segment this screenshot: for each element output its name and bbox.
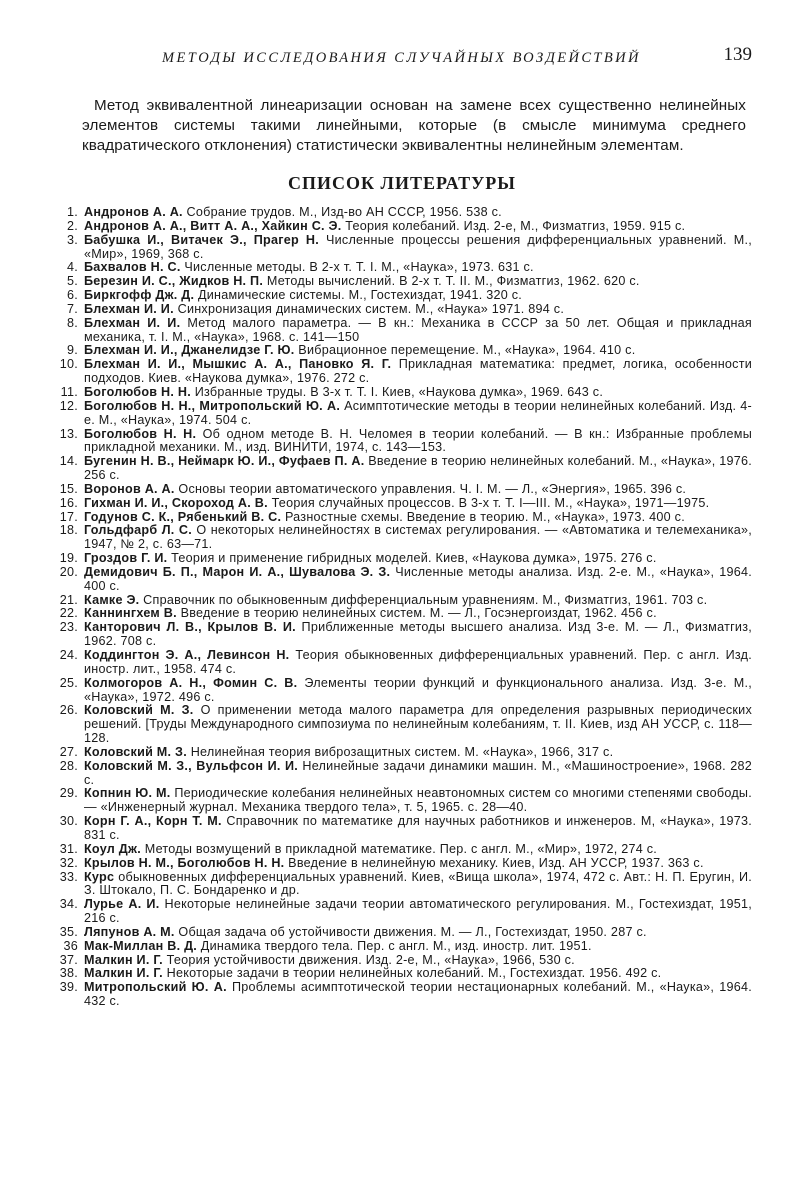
reference-text <box>84 871 752 899</box>
reference-author: Коловский М. З. <box>84 703 194 718</box>
intro-paragraph: Метод эквивалентной линеаризации основан на замене всех существенно нелинейных элементов системы такими линейными, которые (в смысле минимума среднего квадратического отклонения) статистически эквивалентны нелинейным элементам. <box>82 97 746 154</box>
reference-item <box>52 871 752 899</box>
reference-number: 22. <box>59 606 78 621</box>
reference-number: 30. <box>59 814 78 829</box>
reference-text <box>84 677 752 705</box>
reference-author: Бугенин Н. В., Неймарк Ю. И., Фуфаев П. А. <box>84 454 365 469</box>
reference-details: Теория случайных процессов. В 3-х т. Т. I—III. М., «Наука», 1971—1975. <box>267 495 710 510</box>
reference-details: Периодические колебания нелинейных неавтономных систем со многими степенями свободы. — «Инженерный журнал. Механика твердого тела», т. 5, 1965. с. 28—40. <box>84 786 752 815</box>
page-number: 139 <box>723 44 752 65</box>
reference-details: Теория обыкновенных дифференциальных уравнений. Пер. с англ. Изд. иностр. лит., 1958. 474 с. <box>84 648 752 676</box>
reference-details: Элементы теории функций и функционального анализа. Изд. 3-е. М., «Наука», 1972. 496 с. <box>84 675 752 704</box>
reference-item <box>52 483 752 497</box>
reference-author: Лурье А. И. <box>84 897 160 912</box>
reference-item <box>52 898 752 926</box>
reference-text <box>84 511 752 525</box>
reference-details: Методы возмущений в прикладной математике. Пер. с англ. М., «Мир», 1972, 274 с. <box>140 841 658 856</box>
reference-details: Теория и применение гибридных моделей. Киев, «Наукова думка», 1975. 276 с. <box>167 551 657 566</box>
reference-number: 25. <box>59 675 78 690</box>
reference-text <box>84 746 752 760</box>
reference-text <box>84 857 752 871</box>
reference-details: О применении метода малого параметра для определения разрывных периодических решений. [Труды Международного симпозиума по нелинейным колебаниям, т. II. Киев, изд АН УССР, с. 118—128. <box>84 703 752 746</box>
reference-item <box>52 981 752 1009</box>
reference-text <box>84 455 752 483</box>
reference-author: Каннингхем В. <box>84 606 177 621</box>
reference-details: Прикладная математика: предмет, логика, особенности подходов. Киев. «Наукова думка», 1976. 272 с. <box>84 357 752 386</box>
reference-details: Нелинейные задачи динамики машин. М., «Машиностроение», 1968. 282 с. <box>84 758 752 787</box>
reference-item <box>52 649 752 677</box>
reference-details: Об одном методе В. Н. Челомея в теории колебаний. — В кн.: Избранные проблемы прикладной механики. М., изд. ВИНИТИ, 1974, с. 143—153. <box>84 426 752 455</box>
reference-text <box>84 289 752 303</box>
reference-item <box>52 607 752 621</box>
reference-details: Теория колебаний. Изд. 2-е, М., Физматгиз, 1959. 915 с. <box>341 218 686 233</box>
reference-author: Мак-Миллан В. Д. <box>84 938 198 953</box>
reference-number: 8. <box>66 315 78 330</box>
reference-author: Блехман И. И., Мышкис А. А., Пановко Я. Г. <box>84 357 392 372</box>
reference-details: Проблемы асимптотической теории нестационарных колебаний. М., «Наука», 1964. 432 с. <box>84 980 752 1009</box>
reference-details: Избранные труды. В 3-х т. Т. I. Киев, «Наукова думка», 1969. 643 с. <box>190 384 604 399</box>
reference-number: 34. <box>59 897 78 912</box>
reference-number: 1. <box>66 205 78 219</box>
reference-author: Демидович Б. П., Марон И. А., Шувалова Э. З. <box>84 564 391 579</box>
reference-author: Коул Дж. <box>84 841 141 856</box>
running-title: МЕТОДЫ ИССЛЕДОВАНИЯ СЛУЧАЙНЫХ ВОЗДЕЙСТВИЙ <box>162 50 641 66</box>
reference-author: Боголюбов Н. Н. <box>84 426 197 441</box>
reference-author: Коловский М. З. <box>84 744 187 759</box>
reference-details: О некоторых нелинейностях в системах регулирования. — «Автоматика и телемеханика», 1947, № 2, с. 63—71. <box>84 523 752 552</box>
reference-number: 19. <box>59 551 78 566</box>
reference-author: Андронов А. А., Витт А. А., Хайкин С. Э. <box>84 218 342 233</box>
reference-text <box>84 220 752 234</box>
reference-details: Основы теории автоматического управления. Ч. I. М. — Л., «Энергия», 1965. 396 с. <box>174 481 687 496</box>
reference-number: 33. <box>59 869 78 884</box>
reference-list <box>52 206 752 1009</box>
reference-text <box>84 566 752 594</box>
reference-details: Динамические системы. М., Гостехиздат, 1941. 320 с. <box>194 288 523 303</box>
reference-author: Гроздов Г. И. <box>84 551 168 566</box>
reference-number: 12. <box>59 398 78 413</box>
reference-item <box>52 497 752 511</box>
reference-number: 32. <box>59 855 78 870</box>
reference-details: Численные процессы решения дифференциальных уравнений. М., «Мир», 1969, 368 с. <box>84 232 752 261</box>
reference-text <box>84 981 752 1009</box>
reference-details: Численные методы анализа. Изд. 2-е. М., «Наука», 1964. 400 с. <box>84 564 753 593</box>
reference-author: Блехман И. И. <box>84 315 181 330</box>
reference-author: Малкин И. Г. <box>84 966 163 981</box>
reference-details: Приближенные методы высшего анализа. Изд 3-е. М. — Л., Физматгиз, 1962. 708 с. <box>84 620 752 649</box>
reference-author: Камке Э. <box>84 592 140 607</box>
reference-item <box>52 954 752 968</box>
reference-text <box>84 303 752 317</box>
reference-text <box>84 843 752 857</box>
reference-number: 31. <box>59 841 78 856</box>
reference-item <box>52 400 752 428</box>
reference-text <box>84 344 752 358</box>
reference-item <box>52 234 752 262</box>
reference-item <box>52 940 752 954</box>
reference-author: Гихман И. И., Скороход А. В. <box>84 495 268 510</box>
reference-item <box>52 704 752 746</box>
reference-item <box>52 760 752 788</box>
reference-details: Численные методы. В 2-х т. Т. I. М., «Наука», 1973. 631 с. <box>180 260 534 275</box>
reference-author: Гольдфарб Л. С. <box>84 523 192 538</box>
reference-item <box>52 358 752 386</box>
reference-number: 26. <box>59 703 78 718</box>
reference-number: 5. <box>66 274 78 289</box>
reference-author: Блехман И. И. <box>84 301 174 316</box>
reference-item <box>52 594 752 608</box>
reference-text <box>84 261 752 275</box>
reference-number: 18. <box>59 523 78 538</box>
reference-text <box>84 607 752 621</box>
reference-details: обыкновенных дифференциальных уравнений. Киев, «Вища школа», 1974, 472 с. Авт.: Н. П. Еругин, И. З. Штокало, П. С. Бондаренко и др. <box>84 869 752 898</box>
reference-text <box>84 386 752 400</box>
reference-item <box>52 787 752 815</box>
reference-author: Годунов С. К., Рябенький В. С. <box>84 509 282 524</box>
reference-number: 10. <box>59 357 78 372</box>
reference-details: Введение в теорию нелинейных колебаний. М., «Наука», 1976. 256 с. <box>84 454 752 483</box>
reference-author: Канторович Л. В., Крылов В. И. <box>84 620 296 635</box>
reference-text <box>84 206 752 220</box>
reference-number: 4. <box>66 260 78 275</box>
reference-author: Крылов Н. М., Боголюбов Н. Н. <box>84 855 285 870</box>
reference-number: 23. <box>59 620 78 635</box>
reference-number: 3. <box>66 232 78 247</box>
reference-author: Блехман И. И., Джанелидзе Г. Ю. <box>84 343 295 358</box>
reference-item <box>52 746 752 760</box>
reference-number: 17. <box>59 509 78 524</box>
reference-author: Березин И. С., Жидков Н. П. <box>84 274 264 289</box>
reference-item <box>52 289 752 303</box>
reference-number: 11. <box>60 384 78 399</box>
reference-item <box>52 511 752 525</box>
reference-author: Боголюбов Н. Н., Митропольский Ю. А. <box>84 398 341 413</box>
reference-author: Боголюбов Н. Н. <box>84 384 191 399</box>
reference-details: Введение в нелинейную механику. Киев, Изд. АН УССР, 1937. 363 с. <box>284 855 704 870</box>
reference-details: Разностные схемы. Введение в теорию. М., «Наука», 1973. 400 с. <box>281 509 685 524</box>
reference-item <box>52 843 752 857</box>
reference-text <box>84 926 752 940</box>
reference-author: Ляпунов А. М. <box>84 924 175 939</box>
reference-item <box>52 621 752 649</box>
reference-item <box>52 344 752 358</box>
reference-item <box>52 566 752 594</box>
reference-number: 36 <box>63 938 78 953</box>
reference-text <box>84 317 752 345</box>
reference-details: Справочник по математике для научных работников и инженеров. М, «Наука», 1973. 831 с. <box>84 814 752 842</box>
reference-item <box>52 552 752 566</box>
reference-author: Корн Г. А., Корн Т. М. <box>84 814 222 829</box>
reference-text <box>84 552 752 566</box>
reference-details: Некоторые нелинейные задачи теории автоматического регулирования. М., Гостехиздат, 1951, 216 с. <box>84 897 752 926</box>
reference-item <box>52 303 752 317</box>
reference-number: 7. <box>66 301 78 316</box>
reference-author: Бабушка И., Витачек Э., Прагер Н. <box>84 232 319 247</box>
reference-details: Синхронизация динамических систем. М., «Наука» 1971. 894 с. <box>173 301 565 316</box>
reference-details: Справочник по обыкновенным дифференциальным уравнениям. М., Физматгиз, 1961. 703 с. <box>139 592 708 607</box>
reference-number: 20. <box>59 564 78 579</box>
reference-author: Курс <box>84 869 115 884</box>
reference-author: Копнин Ю. М. <box>84 786 171 801</box>
reference-details: Метод малого параметра. — В кн.: Механика в СССР за 50 лет. Общая и прикладная механика, т. I. М., «Наука», 1968. с. 141—150 <box>84 315 753 344</box>
reference-number: 38. <box>59 966 78 981</box>
reference-author: Коддингтон Э. А., Левинсон Н. <box>84 648 290 662</box>
reference-text <box>84 400 752 428</box>
reference-text <box>84 954 752 968</box>
section-title: СПИСОК ЛИТЕРАТУРЫ <box>288 173 516 193</box>
reference-number: 6. <box>66 288 78 303</box>
reference-number: 39. <box>59 980 78 995</box>
reference-details: Вибрационное перемещение. М., «Наука», 1964. 410 с. <box>294 343 636 358</box>
reference-text <box>84 940 752 954</box>
reference-number: 24. <box>59 648 78 662</box>
reference-item <box>52 524 752 552</box>
reference-author: Малкин И. Г. <box>84 952 163 967</box>
reference-item <box>52 967 752 981</box>
reference-author: Колмогоров А. Н., Фомин С. В. <box>84 675 298 690</box>
reference-text <box>84 704 752 746</box>
reference-number: 9. <box>66 343 78 358</box>
reference-text <box>84 524 752 552</box>
reference-text <box>84 497 752 511</box>
reference-text <box>84 275 752 289</box>
reference-details: Некоторые задачи в теории нелинейных колебаний. М., Гостехиздат. 1956. 492 с. <box>162 966 662 981</box>
reference-details: Асимптотические методы в теории нелинейных колебаний. Изд. 4-е. М., «Наука», 1974. 504 с. <box>84 398 752 427</box>
reference-text <box>84 594 752 608</box>
reference-item <box>52 428 752 456</box>
reference-item <box>52 455 752 483</box>
reference-number: 16. <box>59 495 78 510</box>
reference-text <box>84 967 752 981</box>
reference-details: Теория устойчивости движения. Изд. 2-е, М., «Наука», 1966, 530 с. <box>162 952 575 967</box>
reference-text <box>84 898 752 926</box>
reference-author: Воронов А. А. <box>84 481 175 496</box>
reference-details: Введение в теорию нелинейных систем. М. — Л., Госэнергоиздат, 1962. 456 с. <box>176 606 657 621</box>
reference-number: 14. <box>59 454 78 469</box>
reference-author: Андронов А. А. <box>84 205 183 219</box>
reference-number: 28. <box>59 758 78 773</box>
reference-item <box>52 317 752 345</box>
reference-item <box>52 261 752 275</box>
reference-details: Динамика твердого тела. Пер. с англ. М., изд. иностр. лит. 1951. <box>197 938 592 953</box>
reference-number: 35. <box>59 924 78 939</box>
reference-text <box>84 358 752 386</box>
reference-item <box>52 206 752 220</box>
reference-details: Собрание трудов. М., Изд-во АН СССР, 1956. 538 с. <box>182 205 502 219</box>
page-header <box>52 38 752 72</box>
reference-item <box>52 275 752 289</box>
reference-author: Бахвалов Н. С. <box>84 260 181 275</box>
reference-item <box>52 926 752 940</box>
reference-author: Биркгофф Дж. Д. <box>84 288 195 303</box>
reference-item <box>52 386 752 400</box>
reference-details: Нелинейная теория виброзащитных систем. М. «Наука», 1966, 317 с. <box>186 744 614 759</box>
reference-item <box>52 677 752 705</box>
reference-number: 15. <box>59 481 78 496</box>
reference-text <box>84 787 752 815</box>
reference-number: 37. <box>59 952 78 967</box>
reference-number: 13. <box>59 426 78 441</box>
reference-text <box>84 621 752 649</box>
reference-text <box>84 815 752 843</box>
reference-item <box>52 857 752 871</box>
reference-text <box>84 234 752 262</box>
reference-text <box>84 760 752 788</box>
reference-number: 27. <box>59 744 78 759</box>
reference-number: 2. <box>66 218 78 233</box>
reference-number: 21. <box>59 592 78 607</box>
reference-details: Методы вычислений. В 2-х т. Т. II. М., Физматгиз, 1962. 620 с. <box>263 274 640 289</box>
reference-author: Митропольский Ю. А. <box>84 980 227 995</box>
reference-number: 29. <box>59 786 78 801</box>
reference-details: Общая задача об устойчивости движения. М. — Л., Гостехиздат, 1950. 287 с. <box>174 924 647 939</box>
reference-text <box>84 483 752 497</box>
reference-item <box>52 220 752 234</box>
reference-text <box>84 649 752 677</box>
reference-text <box>84 428 752 456</box>
reference-item <box>52 815 752 843</box>
reference-author: Коловский М. З., Вульфсон И. И. <box>84 758 299 773</box>
